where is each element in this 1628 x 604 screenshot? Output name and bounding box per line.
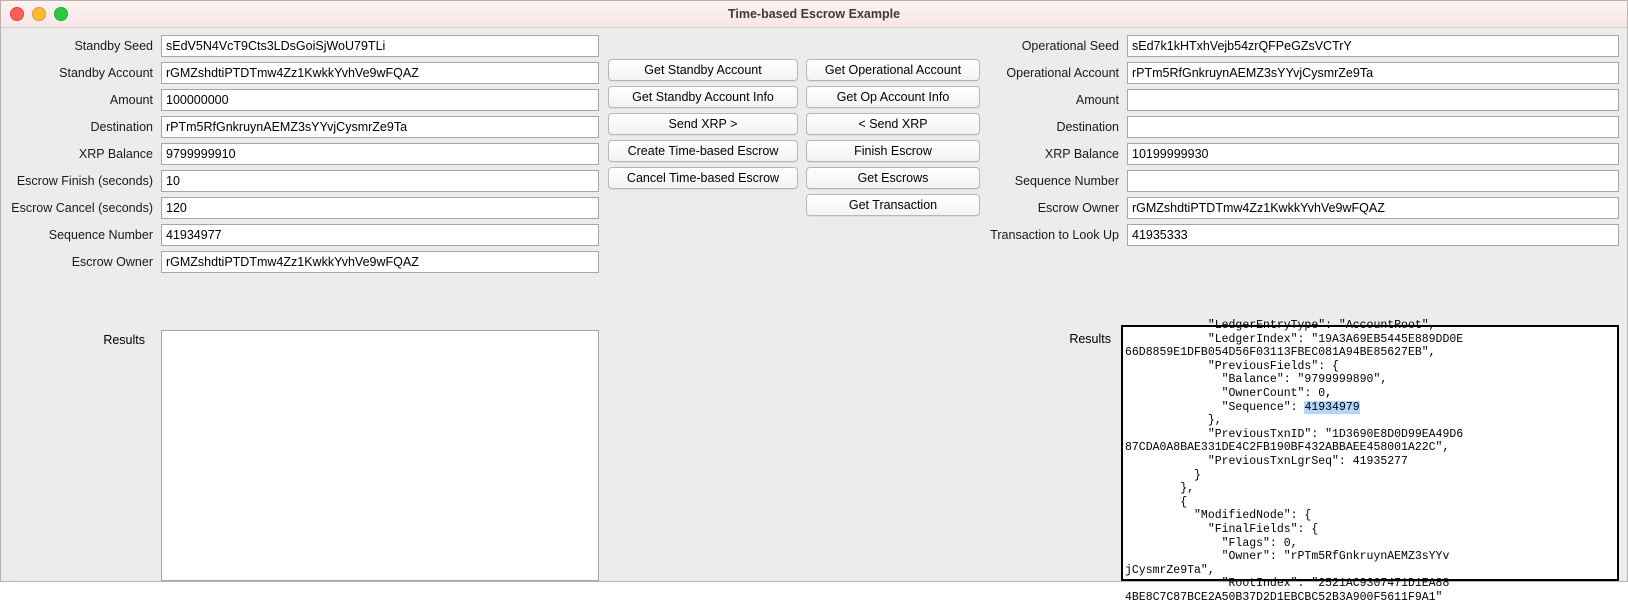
results-line: "RootIndex": "2521AC9307471D1EA88 [1125, 577, 1450, 591]
action-button-get-op-account-info[interactable]: Get Op Account Info [806, 86, 980, 108]
standby-results-label: Results [103, 333, 145, 347]
results-line: { [1125, 495, 1188, 509]
results-line: 4BE8C7C87BCE2A50B37D2D1EBCBC52B3A900F5611F9A1" [1125, 590, 1443, 604]
action-button-finish-escrow[interactable]: Finish Escrow [806, 140, 980, 162]
left-field-input[interactable] [161, 224, 599, 246]
action-button-send-xrp[interactable]: Send XRP > [608, 113, 798, 135]
right-field-input[interactable] [1127, 170, 1619, 192]
left-field-row [1, 222, 601, 248]
results-line: "LedgerIndex": "19A3A69EB5445E889DD0E [1125, 332, 1464, 346]
left-field-row [1, 195, 601, 221]
left-field-row [1, 249, 601, 275]
action-button-get-operational-account[interactable]: Get Operational Account [806, 59, 980, 81]
right-field-row [987, 60, 1627, 86]
right-field-label: Destination [1056, 120, 1119, 134]
right-field-input[interactable] [1127, 197, 1619, 219]
results-line: "Sequence": 41934979 [1125, 400, 1360, 414]
standby-results-text [162, 358, 598, 362]
left-field-row [1, 87, 601, 113]
operational-results-label: Results [1069, 332, 1111, 346]
results-line: 66D8859E1DFB054D56F03113FBEC081A94BE85627EB", [1125, 346, 1436, 360]
right-field-row [987, 87, 1627, 113]
right-field-row [987, 222, 1627, 248]
results-line: "LedgerEntryType": "AccountRoot", [1125, 319, 1436, 332]
right-field-row [987, 33, 1627, 59]
left-field-row [1, 168, 601, 194]
window-title: Time-based Escrow Example [727, 7, 901, 21]
results-line: }, [1125, 482, 1195, 496]
right-field-label: Sequence Number [1014, 174, 1119, 188]
left-field-label: Amount [109, 93, 153, 107]
left-field-input[interactable] [161, 197, 599, 219]
action-button-get-standby-account[interactable]: Get Standby Account [608, 59, 798, 81]
right-field-row [987, 141, 1627, 167]
right-field-row [987, 114, 1627, 140]
selected-text: 41934979 [1304, 400, 1360, 414]
action-button-cancel-time-based-escrow[interactable]: Cancel Time-based Escrow [608, 167, 798, 189]
results-line: 87CDA0A8BAE331DE4C2FB190BF432ABBAEE458001A22C", [1125, 441, 1450, 455]
left-field-input[interactable] [161, 143, 599, 165]
results-line: jCysmrZe9Ta", [1125, 563, 1215, 577]
left-field-label: Destination [90, 120, 153, 134]
left-field-input[interactable] [161, 35, 599, 57]
left-field-label: Escrow Finish (seconds) [16, 174, 153, 188]
standby-fields [1, 28, 601, 275]
results-line: } [1125, 468, 1201, 482]
action-button-get-transaction[interactable]: Get Transaction [806, 194, 980, 216]
results-line: "FinalFields": { [1125, 522, 1319, 536]
results-line: "ModifiedNode": { [1125, 509, 1312, 523]
left-field-row [1, 141, 601, 167]
left-field-row [1, 114, 601, 140]
left-field-label: Escrow Cancel (seconds) [11, 201, 153, 215]
left-field-input[interactable] [161, 116, 599, 138]
left-field-input[interactable] [161, 89, 599, 111]
left-field-label: Standby Seed [74, 39, 153, 53]
operational-results-box[interactable] [1121, 319, 1619, 604]
action-button-grid [608, 59, 975, 216]
right-field-row [987, 195, 1627, 221]
left-field-label: Sequence Number [48, 228, 153, 242]
left-field-input[interactable] [161, 251, 599, 273]
results-line: "Owner": "rPTm5RfGnkruynAEMZ3sYYv [1125, 550, 1450, 564]
left-field-input[interactable] [161, 62, 599, 84]
right-field-row [987, 168, 1627, 194]
maximize-window-button[interactable] [54, 7, 68, 21]
right-field-input[interactable] [1127, 89, 1619, 111]
left-field-row [1, 33, 601, 59]
results-line: "OwnerCount": 0, [1125, 386, 1333, 400]
minimize-window-button[interactable] [32, 7, 46, 21]
right-field-input[interactable] [1127, 143, 1619, 165]
results-line: "PreviousTxnID": "1D3690E8D0D99EA49D6 [1125, 427, 1464, 441]
left-field-input[interactable] [161, 170, 599, 192]
results-line: "Balance": "9799999890", [1125, 373, 1388, 387]
window-controls[interactable] [10, 7, 68, 21]
right-field-input[interactable] [1127, 224, 1619, 246]
operational-panel [987, 28, 1627, 604]
operational-fields [987, 28, 1627, 248]
left-field-label: Escrow Owner [71, 255, 153, 269]
right-field-input[interactable] [1127, 116, 1619, 138]
standby-results-box[interactable] [161, 330, 599, 581]
right-field-label: Transaction to Look Up [990, 228, 1119, 242]
right-field-input[interactable] [1127, 35, 1619, 57]
results-line: "PreviousTxnLgrSeq": 41935277 [1125, 454, 1408, 468]
action-button-send-xrp[interactable]: < Send XRP [806, 113, 980, 135]
standby-panel [1, 28, 601, 581]
operational-results-text [1123, 319, 1617, 604]
left-field-label: XRP Balance [78, 147, 153, 161]
right-field-label: XRP Balance [1044, 147, 1119, 161]
results-line: "PreviousFields": { [1125, 359, 1339, 373]
results-line: }, [1125, 414, 1222, 428]
left-field-row [1, 60, 601, 86]
results-line: "Flags": 0, [1125, 536, 1298, 550]
right-field-input[interactable] [1127, 62, 1619, 84]
right-field-label: Operational Account [1006, 66, 1119, 80]
right-field-label: Amount [1075, 93, 1119, 107]
close-window-button[interactable] [10, 7, 24, 21]
left-field-label: Standby Account [59, 66, 153, 80]
title-bar [1, 1, 1627, 28]
action-button-create-time-based-escrow[interactable]: Create Time-based Escrow [608, 140, 798, 162]
action-button-get-escrows[interactable]: Get Escrows [806, 167, 980, 189]
main-content [1, 28, 1627, 604]
right-field-label: Escrow Owner [1037, 201, 1119, 215]
actions-panel [601, 28, 987, 581]
action-button-get-standby-account-info[interactable]: Get Standby Account Info [608, 86, 798, 108]
right-field-label: Operational Seed [1021, 39, 1119, 53]
